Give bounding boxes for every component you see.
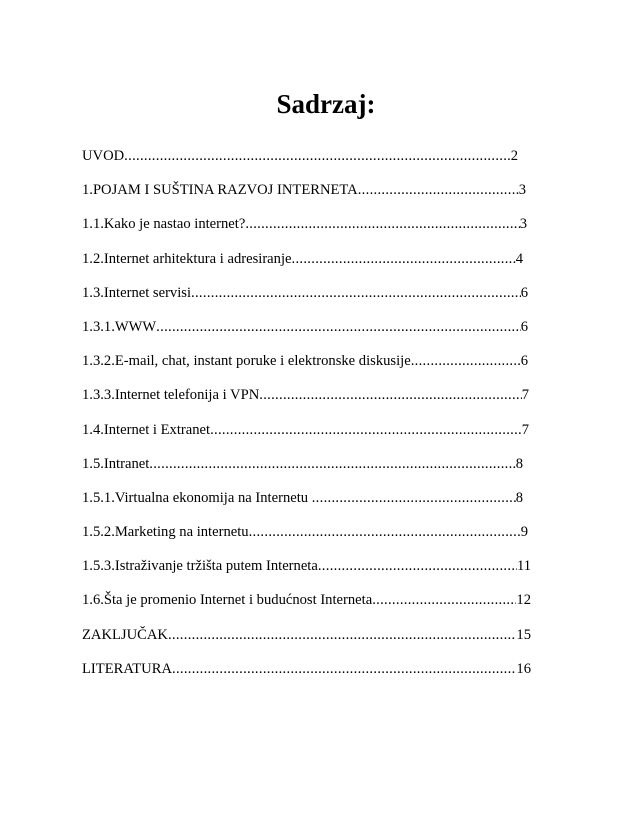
toc-entry[interactable] <box>82 659 531 693</box>
toc-leader-dots <box>149 454 515 474</box>
toc-entry[interactable] <box>82 590 531 624</box>
toc-entry[interactable] <box>82 454 523 488</box>
toc-leader-dots <box>318 556 517 576</box>
toc-entry[interactable] <box>82 420 529 454</box>
toc-entry-label: 1.POJAM I SUŠTINA RAZVOJ INTERNETA <box>82 182 358 199</box>
toc-entry-page: 15 <box>516 626 531 643</box>
toc-entry-label: 1.5.1.Virtualna ekonomija na Internetu <box>82 489 312 506</box>
toc-entry[interactable] <box>82 180 526 214</box>
toc-entry[interactable] <box>82 214 527 248</box>
toc-entry-label: ZAKLJUČAK <box>82 626 168 643</box>
toc-entry-page: 6 <box>520 284 528 301</box>
toc-entry[interactable] <box>82 385 529 419</box>
toc-entry-page: 8 <box>515 455 523 472</box>
toc-leader-dots <box>124 146 511 166</box>
table-of-contents <box>82 146 531 693</box>
toc-entry-label: 1.3.1.WWW <box>82 318 157 335</box>
toc-entry-page: 7 <box>521 387 529 404</box>
toc-entry-page: 6 <box>520 353 528 370</box>
toc-leader-dots <box>411 351 521 371</box>
toc-leader-dots <box>358 180 519 200</box>
toc-entry-label: LITERATURA <box>82 660 172 677</box>
toc-entry[interactable] <box>82 522 528 556</box>
toc-entry[interactable] <box>82 625 531 659</box>
toc-entry[interactable] <box>82 351 528 385</box>
toc-entry-label: 1.3.Internet servisi <box>82 284 192 301</box>
toc-leader-dots <box>372 590 516 610</box>
toc-entry[interactable] <box>82 556 531 590</box>
toc-leader-dots <box>249 522 521 542</box>
toc-leader-dots <box>168 625 516 645</box>
toc-leader-dots <box>156 317 521 337</box>
toc-entry-page: 8 <box>515 489 523 506</box>
toc-entry-page: 3 <box>518 182 526 199</box>
toc-entry[interactable] <box>82 488 523 522</box>
toc-entry-page: 11 <box>516 558 531 575</box>
toc-entry[interactable] <box>82 249 523 283</box>
toc-entry-label: 1.1.Kako je nastao internet? <box>82 216 246 233</box>
toc-entry[interactable] <box>82 283 528 317</box>
toc-entry-page: 2 <box>510 148 518 164</box>
toc-entry-label: 1.4.Internet i Extranet <box>82 421 211 438</box>
toc-entry[interactable] <box>82 146 518 180</box>
toc-leader-dots <box>191 283 521 303</box>
toc-leader-dots <box>292 249 516 269</box>
toc-entry-label: 1.2.Internet arhitektura i adresiranje <box>82 250 292 267</box>
toc-leader-dots <box>312 488 516 508</box>
toc-entry-page: 9 <box>520 524 528 541</box>
toc-entry-label: 1.5.2.Marketing na internetu <box>82 524 249 541</box>
toc-entry-label: 1.3.3.Internet telefonija i VPN <box>82 387 260 404</box>
toc-entry-page: 4 <box>515 250 523 267</box>
page-title: Sadrzaj: <box>276 89 376 119</box>
toc-entry-label: UVOD <box>82 148 125 164</box>
toc-entry-page: 12 <box>516 592 531 609</box>
toc-entry-label: 1.3.2.E-mail, chat, instant poruke i elektronske diskusije <box>82 353 411 370</box>
toc-entry-label: 1.5.Intranet <box>82 455 150 472</box>
toc-leader-dots <box>210 420 522 440</box>
toc-leader-dots <box>245 214 519 234</box>
toc-leader-dots <box>172 659 516 679</box>
toc-entry[interactable] <box>82 317 528 351</box>
toc-leader-dots <box>259 385 521 405</box>
toc-entry-page: 16 <box>516 660 531 677</box>
toc-entry-label: 1.5.3.Istraživanje tržišta putem Interneta <box>82 558 318 575</box>
toc-entry-page: 3 <box>519 216 527 233</box>
toc-entry-label: 1.6.Šta je promenio Internet i budućnost Interneta <box>82 592 373 609</box>
toc-entry-page: 6 <box>520 318 528 335</box>
toc-entry-page: 7 <box>521 421 529 438</box>
